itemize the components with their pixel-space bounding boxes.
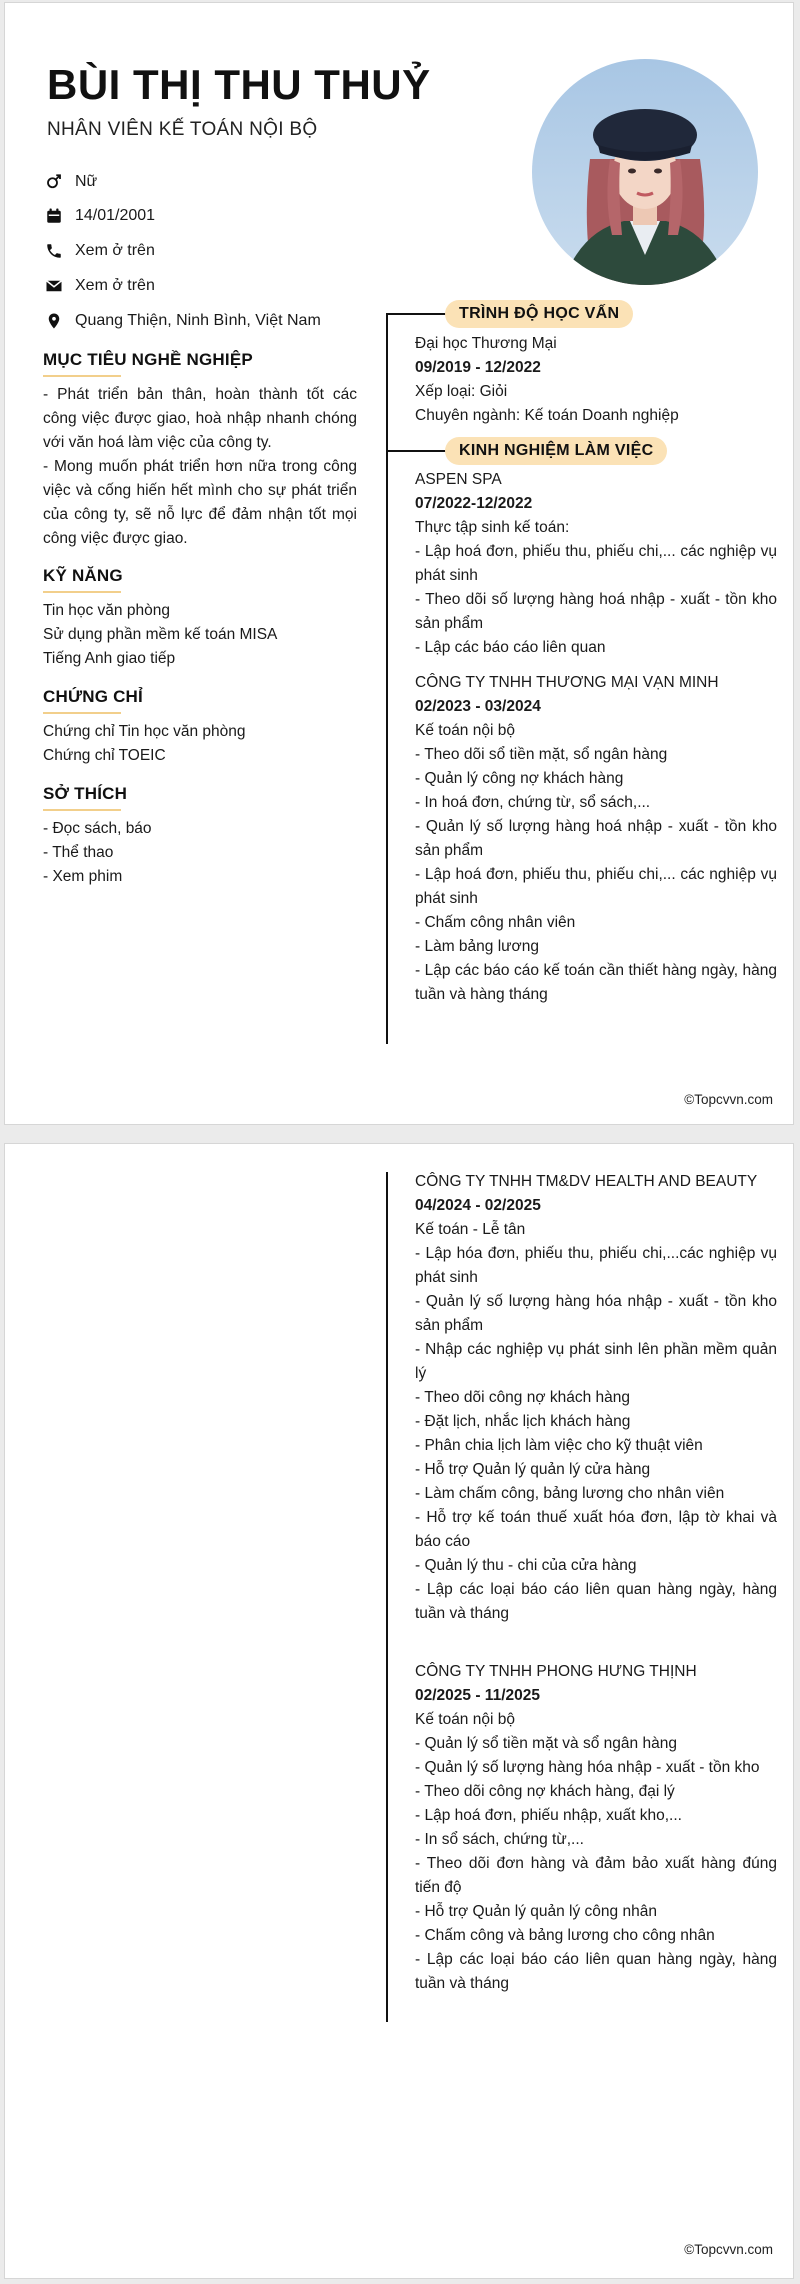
job-period: 02/2025 - 11/2025 [415, 1687, 540, 1704]
hobby-item: - Đọc sách, báo [43, 820, 152, 837]
job-company: ASPEN SPA [415, 471, 502, 488]
job-duty: - Lập hoá đơn, phiếu thu, phiếu chi,... các nghiệp vụ phát sinh [415, 866, 777, 907]
skill-item: Tiếng Anh giao tiếp [43, 650, 176, 667]
job-role: Kế toán nội bộ [415, 722, 515, 739]
hobby-item: - Thể thao [43, 844, 114, 861]
address-value: Quang Thiện, Ninh Bình, Việt Nam [75, 312, 321, 329]
skill-item: Tin học văn phòng [43, 602, 170, 619]
job-duty: - Quản lý số lượng hàng hóa nhập - xuất - tồn kho sản phẩm [415, 1293, 777, 1334]
education-period: 09/2019 - 12/2022 [415, 359, 541, 376]
job-title: NHÂN VIÊN KẾ TOÁN NỘI BỘ [47, 119, 318, 140]
job-duty: - Quản lý số lượng hàng hóa nhập - xuất - tồn kho [415, 1759, 760, 1776]
objective-paragraph-1: - Phát triển bản thân, hoàn thành tốt các công việc được giao, hoà nhập nhanh chóng với văn hoá làm việc của công ty. [43, 386, 357, 451]
job-role: Kế toán - Lễ tân [415, 1221, 526, 1238]
gender-value: Nữ [75, 173, 98, 190]
job-duty: - Theo dõi số lượng hàng hoá nhập - xuất - tồn kho sản phẩm [415, 591, 777, 632]
avatar [532, 59, 758, 285]
experience-connector [386, 450, 446, 452]
certificates-list [43, 720, 357, 768]
phone-value: Xem ở trên [75, 242, 155, 259]
job-duty: - Làm chấm công, bảng lương cho nhân viên [415, 1485, 725, 1502]
job-company: CÔNG TY TNHH TM&DV HEALTH AND BEAUTY [415, 1173, 758, 1190]
gender-icon [43, 171, 65, 193]
job-4 [415, 1660, 777, 1996]
job-duty: - Lập hoá đơn, phiếu thu, phiếu chi,... các nghiệp vụ phát sinh [415, 543, 777, 584]
job-period: 07/2022-12/2022 [415, 495, 533, 512]
birthday-value: 14/01/2001 [75, 207, 156, 224]
job-duty: - Quản lý sổ tiền mặt và sổ ngân hàng [415, 1735, 677, 1752]
cv-page-1 [4, 2, 794, 1125]
objective-body [43, 383, 357, 551]
objective-title: MỤC TIÊU NGHỀ NGHIỆP [43, 350, 253, 369]
footer-watermark: ©Topcvvn.com [684, 1092, 773, 1107]
certificate-item: Chứng chỉ TOEIC [43, 747, 166, 764]
job-duty: - Quản lý công nợ khách hàng [415, 770, 624, 787]
education-block [415, 332, 777, 428]
skill-item: Sử dụng phần mềm kế toán MISA [43, 626, 278, 643]
certificates-underline [43, 712, 121, 714]
objective-paragraph-2: - Mong muốn phát triển hơn nữa trong công việc và cống hiến hết mình cho sự phát triển của công ty, sẽ nỗ lực để đảm nhận tốt mọi công việc được giao. [43, 458, 357, 547]
phone-icon [43, 240, 65, 262]
objective-underline [43, 375, 121, 377]
skills-list [43, 599, 357, 671]
contact-gender [43, 170, 383, 194]
job-duty: - Hỗ trợ kế toán thuế xuất hóa đơn, lập tờ khai và báo cáo [415, 1509, 777, 1550]
job-role: Kế toán nội bộ [415, 1711, 515, 1728]
job-role: Thực tập sinh kế toán: [415, 519, 570, 536]
hobby-item: - Xem phim [43, 868, 123, 885]
job-duty: - In sổ sách, chứng từ,... [415, 1831, 584, 1848]
job-duty: - Chấm công và bảng lương cho công nhân [415, 1927, 715, 1944]
job-duty: - Hỗ trợ Quản lý quản lý cửa hàng [415, 1461, 651, 1478]
job-company: CÔNG TY TNHH PHONG HƯNG THỊNH [415, 1663, 697, 1680]
timeline-line [386, 1172, 388, 2022]
job-duty: - Làm bảng lương [415, 938, 539, 955]
certificate-item: Chứng chỉ Tin học văn phòng [43, 723, 246, 740]
job-duty: - Lập hóa đơn, phiếu thu, phiếu chi,...các nghiệp vụ phát sinh [415, 1245, 777, 1286]
education-title: TRÌNH ĐỘ HỌC VẤN [445, 300, 633, 328]
job-1 [415, 468, 777, 660]
job-duty: - Theo dõi đơn hàng và đảm bảo xuất hàng đúng tiến độ [415, 1855, 777, 1896]
skills-underline [43, 591, 121, 593]
job-duty: - Chấm công nhân viên [415, 914, 576, 931]
hobbies-title: SỞ THÍCH [43, 784, 128, 803]
location-pin-icon [43, 310, 65, 332]
contact-birthday [43, 204, 383, 228]
certificates-title: CHỨNG CHỈ [43, 687, 143, 706]
job-duty: - Nhập các nghiệp vụ phát sinh lên phần mềm quản lý [415, 1341, 777, 1382]
cv-page-2 [4, 1143, 794, 2279]
footer-watermark: ©Topcvvn.com [684, 2242, 773, 2257]
job-duty: - Lập các loại báo cáo liên quan hàng ngày, hàng tuần và tháng [415, 1581, 777, 1622]
contact-address [43, 309, 383, 333]
job-duty: - Lập các loại báo cáo liên quan hàng ngày, hàng tuần và tháng [415, 1951, 777, 1992]
email-value: Xem ở trên [75, 277, 155, 294]
experience-title: KINH NGHIỆM LÀM VIỆC [445, 437, 667, 465]
job-period: 04/2024 - 02/2025 [415, 1197, 541, 1214]
job-duty: - Theo dõi công nợ khách hàng, đại lý [415, 1783, 675, 1800]
job-duty: - Quản lý thu - chi của cửa hàng [415, 1557, 637, 1574]
job-company: CÔNG TY TNHH THƯƠNG MẠI VẠN MINH [415, 674, 719, 691]
education-connector [386, 313, 446, 315]
education-major: Chuyên ngành: Kế toán Doanh nghiệp [415, 407, 679, 424]
job-duty: - Theo dõi sổ tiền mặt, sổ ngân hàng [415, 746, 668, 763]
job-duty: - Quản lý số lượng hàng hoá nhập - xuất - tồn kho sản phẩm [415, 818, 777, 859]
job-duty: - Theo dõi công nợ khách hàng [415, 1389, 630, 1406]
job-duty: - Lập các báo cáo kế toán cần thiết hàng ngày, hàng tuần và hàng tháng [415, 962, 777, 1003]
job-duty: - Phân chia lịch làm việc cho kỹ thuật viên [415, 1437, 703, 1454]
job-duty: - Lập hoá đơn, phiếu nhập, xuất kho,... [415, 1807, 682, 1824]
education-school: Đại học Thương Mại [415, 335, 557, 352]
contact-phone [43, 239, 383, 263]
job-period: 02/2023 - 03/2024 [415, 698, 541, 715]
education-grade: Xếp loại: Giỏi [415, 383, 508, 400]
hobbies-list [43, 817, 357, 889]
job-duty: - Hỗ trợ Quản lý quản lý công nhân [415, 1903, 657, 1920]
job-2 [415, 671, 777, 1007]
hobbies-underline [43, 809, 121, 811]
candidate-name: BÙI THỊ THU THUỶ [47, 61, 431, 108]
email-icon [43, 275, 65, 297]
job-duty: - In hoá đơn, chứng từ, sổ sách,... [415, 794, 651, 811]
calendar-icon [43, 205, 65, 227]
skills-title: KỸ NĂNG [43, 566, 123, 585]
job-duty: - Đặt lịch, nhắc lịch khách hàng [415, 1413, 631, 1430]
timeline-line [386, 313, 388, 1044]
job-duty: - Lập các báo cáo liên quan [415, 639, 606, 656]
job-3 [415, 1170, 777, 1626]
contact-email [43, 274, 383, 298]
